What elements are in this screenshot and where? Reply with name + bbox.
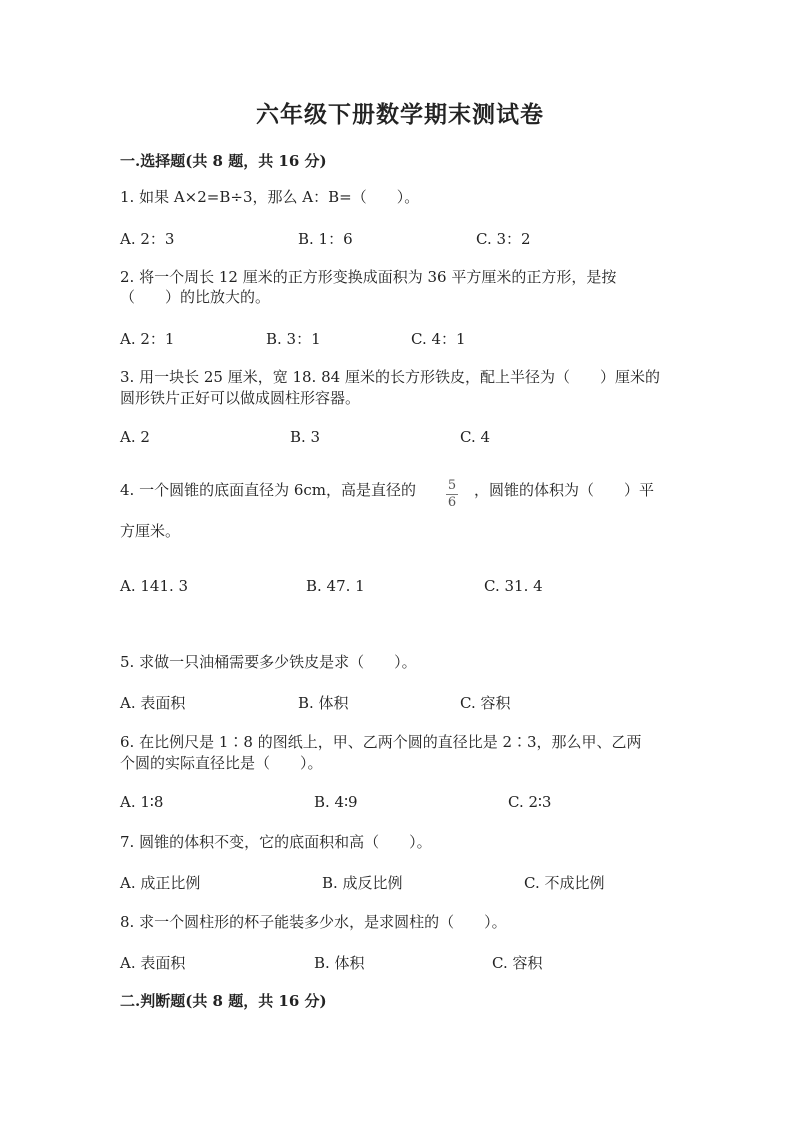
page-title: 六年级下册数学期末测试卷	[256, 101, 544, 128]
question-4-line-1b: ，圆锥的体积为（ ）平	[474, 481, 655, 499]
question-3-line-1: 3. 用一块长 25 厘米，宽 18. 84 厘米的长方形铁皮，配上半径为（ ）厘米的	[120, 368, 660, 386]
section-heading-choice: 一.选择题(共 8 题，共 16 分)	[120, 152, 327, 170]
question-6-line-2: 个圆的实际直径比是（ ）。	[120, 754, 323, 772]
fraction-denominator: 6	[447, 495, 457, 510]
question-4-line-1a: 4. 一个圆锥的底面直径为 6cm，高是直径的	[120, 481, 417, 499]
q2-option-a: A. 2：1	[120, 330, 175, 348]
question-1: 1. 如果 A×2=B÷3，那么 A：B=（ ）。	[120, 188, 420, 206]
fraction-numerator: 5	[447, 478, 457, 493]
q5-option-a: A. 表面积	[120, 694, 186, 712]
question-2-line-1: 2. 将一个周长 12 厘米的正方形变换成面积为 36 平方厘米的正方形，是按	[120, 268, 617, 286]
q3-option-c: C. 4	[460, 428, 491, 446]
q5-option-c: C. 容积	[460, 694, 511, 712]
q1-option-c: C. 3：2	[476, 230, 531, 248]
question-4-line-2: 方厘米。	[120, 522, 181, 540]
q6-option-c: C. 2∶3	[508, 793, 552, 811]
question-5: 5. 求做一只油桶需要多少铁皮是求（ ）。	[120, 653, 417, 671]
q6-option-a: A. 1∶8	[120, 793, 164, 811]
section-heading-judgment: 二.判断题(共 8 题，共 16 分)	[120, 992, 327, 1010]
q6-option-b: B. 4∶9	[314, 793, 358, 811]
q8-option-c: C. 容积	[492, 954, 543, 972]
question-7: 7. 圆锥的体积不变，它的底面积和高（ ）。	[120, 833, 432, 851]
q4-option-b: B. 47. 1	[306, 577, 365, 595]
q5-option-b: B. 体积	[298, 694, 349, 712]
q7-option-a: A. 成正比例	[120, 874, 201, 892]
q4-option-c: C. 31. 4	[484, 577, 543, 595]
q2-option-c: C. 4：1	[411, 330, 466, 348]
q1-option-b: B. 1：6	[298, 230, 353, 248]
q7-option-b: B. 成反比例	[322, 874, 403, 892]
fraction-five-sixths	[446, 474, 458, 510]
q2-option-b: B. 3：1	[266, 330, 321, 348]
question-6-line-1: 6. 在比例尺是 1∶8 的图纸上，甲、乙两个圆的直径比是 2∶3，那么甲、乙两	[120, 733, 642, 751]
q4-option-a: A. 141. 3	[120, 577, 189, 595]
q3-option-b: B. 3	[290, 428, 321, 446]
q3-option-a: A. 2	[120, 428, 150, 446]
question-8: 8. 求一个圆柱形的杯子能装多少水，是求圆柱的（ ）。	[120, 913, 507, 931]
q8-option-b: B. 体积	[314, 954, 365, 972]
q7-option-c: C. 不成比例	[524, 874, 605, 892]
q1-option-a: A. 2：3	[120, 230, 175, 248]
question-2-line-2: （ ）的比放大的。	[120, 288, 271, 306]
q8-option-a: A. 表面积	[120, 954, 186, 972]
question-3-line-2: 圆形铁片正好可以做成圆柱形容器。	[120, 389, 361, 407]
